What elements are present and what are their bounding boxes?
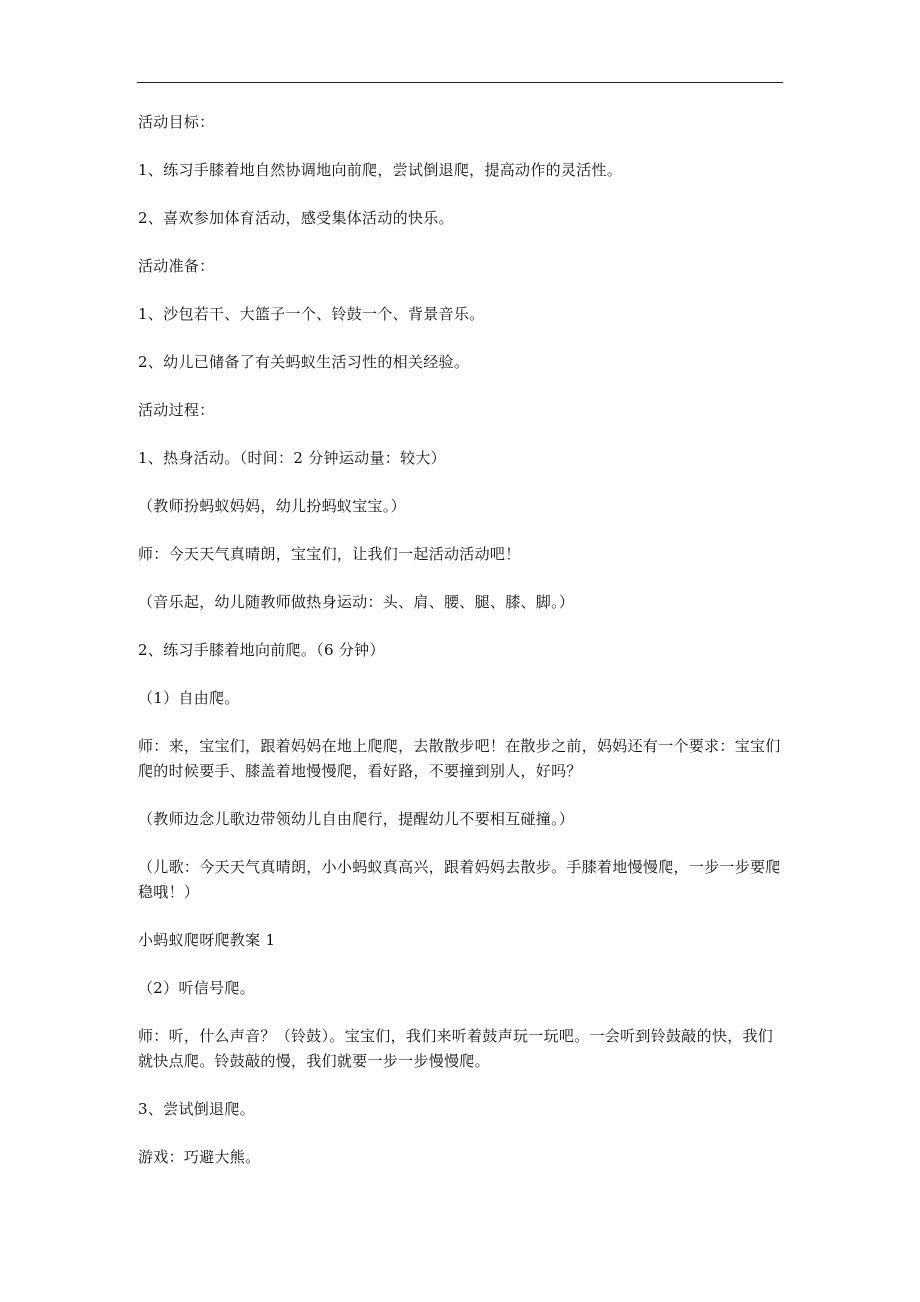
heading-activity-goals: 活动目标： bbox=[138, 113, 215, 131]
substep-signal-crawl: （2）听信号爬。 bbox=[138, 979, 255, 997]
process-step-3: 3、尝试倒退爬。 bbox=[138, 1100, 255, 1118]
teacher-line-1: 师：今天天气真晴朗，宝宝们，让我们一起活动活动吧！ bbox=[138, 545, 521, 563]
lesson-plan-title: 小蚂蚁爬呀爬教案 1 bbox=[138, 931, 276, 949]
process-note-warmup: （音乐起，幼儿随教师做热身运动：头、肩、腰、腿、膝、脚。） bbox=[138, 593, 575, 611]
teacher-line-3: 师：听，什么声音？（铃鼓）。宝宝们，我们来听着鼓声玩一玩吧。一会听到铃鼓敲的快，我们就快点爬。铃鼓敲的慢，我们就要一步一步慢慢爬。 bbox=[138, 1027, 774, 1070]
heading-activity-preparation: 活动准备： bbox=[138, 257, 215, 275]
process-note-roles: （教师扮蚂蚁妈妈，幼儿扮蚂蚁宝宝。） bbox=[138, 497, 406, 515]
process-step-1: 1、热身活动。（时间：2 分钟运动量：较大） bbox=[138, 449, 446, 467]
preparation-item-1: 1、沙包若干、大篮子一个、铃鼓一个、背景音乐。 bbox=[138, 305, 485, 323]
preparation-item-2: 2、幼儿已储备了有关蚂蚁生活习性的相关经验。 bbox=[138, 353, 470, 371]
header-rule bbox=[137, 82, 783, 83]
process-note-rhyme-lead: （教师边念儿歌边带领幼儿自由爬行，提醒幼儿不要相互碰撞。） bbox=[138, 810, 575, 828]
nursery-rhyme: （儿歌：今天天气真晴朗，小小蚂蚁真高兴，跟着妈妈去散步。手膝着地慢慢爬，一步一步要爬稳哦！） bbox=[138, 858, 781, 901]
game-title: 游戏：巧避大熊。 bbox=[138, 1148, 261, 1166]
goal-item-1: 1、练习手膝着地自然协调地向前爬，尝试倒退爬，提高动作的灵活性。 bbox=[138, 161, 623, 179]
teacher-line-2: 师：来，宝宝们，跟着妈妈在地上爬爬，去散散步吧！在散步之前，妈妈还有一个要求：宝宝们爬的时候要手、膝盖着地慢慢爬，看好路，不要撞到别人，好吗？ bbox=[138, 737, 781, 780]
substep-free-crawl: （1）自由爬。 bbox=[138, 689, 240, 707]
process-step-2: 2、练习手膝着地向前爬。（6 分钟） bbox=[138, 641, 385, 659]
goal-item-2: 2、喜欢参加体育活动，感受集体活动的快乐。 bbox=[138, 209, 454, 227]
document-body bbox=[138, 110, 784, 1193]
heading-activity-process: 活动过程： bbox=[138, 401, 215, 419]
